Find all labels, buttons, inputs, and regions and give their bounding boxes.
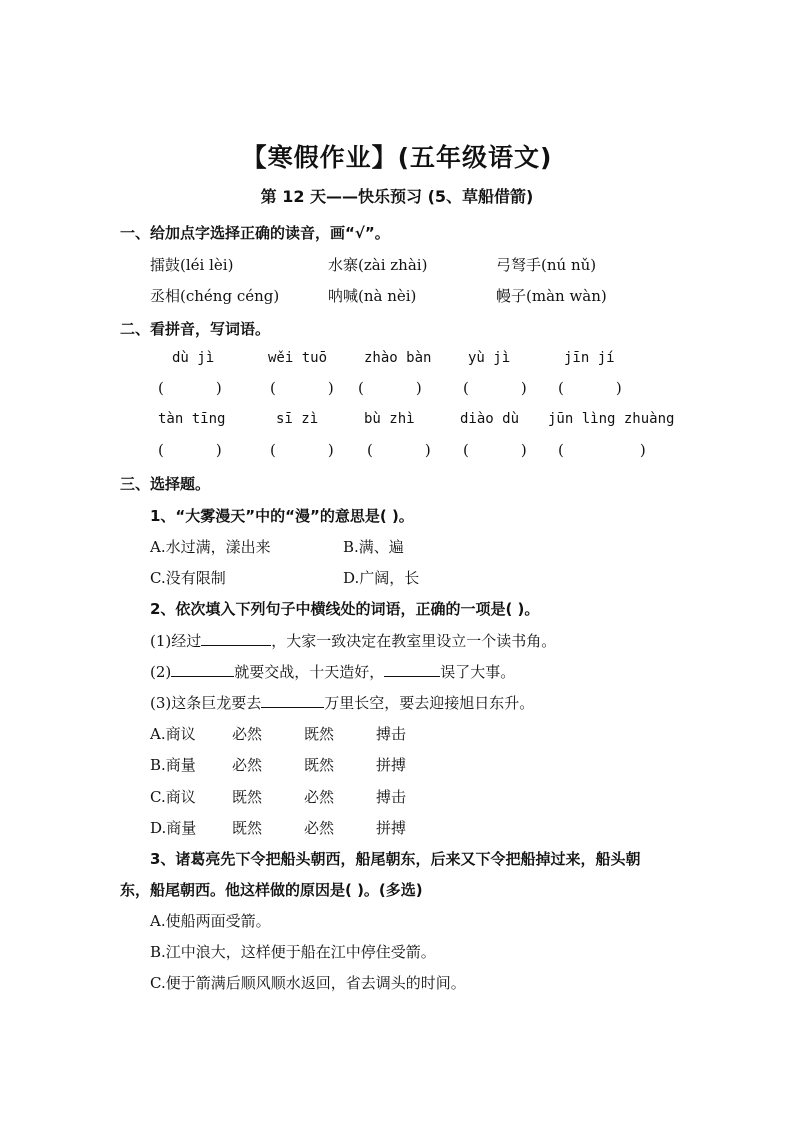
question-2-sentence-3: (3)这条巨龙要去 万里长空，要去迎接旭日东升。: [150, 694, 535, 712]
section-1-heading: 一、给加点字选择正确的读音，画“√”。: [120, 224, 390, 242]
question-2-option-c[interactable]: C.商议 既然 必然 搏击: [150, 788, 407, 806]
pinyin-prompt: dù jì: [172, 350, 215, 366]
fill-blank-line[interactable]: [171, 662, 234, 677]
answer-blank[interactable]: ( ): [158, 441, 222, 459]
answer-blank[interactable]: ( ): [270, 379, 334, 397]
section-2-heading: 二、看拼音，写词语。: [120, 320, 271, 338]
pinyin-prompt: wěi tuō: [268, 350, 328, 366]
pinyin-choice-item: 水寨(zài zhài): [328, 256, 428, 274]
pinyin-choice-item: 呐喊(nà nèi): [328, 287, 417, 305]
section-3-heading: 三、选择题。: [120, 475, 211, 493]
pinyin-prompt: tàn tīng: [158, 411, 226, 427]
answer-blank[interactable]: ( ): [158, 379, 222, 397]
question-1-option-d[interactable]: D.广阔，长: [343, 569, 420, 587]
answer-blank[interactable]: ( ): [558, 379, 622, 397]
answer-blank[interactable]: ( ): [463, 441, 527, 459]
question-2-sentence-1: (1)经过 ，大家一致决定在教室里设立一个读书角。: [150, 632, 557, 650]
question-3-option-c[interactable]: C.便于箭满后顺风顺水返回，省去调头的时间。: [150, 974, 466, 992]
question-2-stem: 2、依次填入下列句子中横线处的词语，正确的一项是( )。: [150, 600, 540, 618]
question-1-option-c[interactable]: C.没有限制: [150, 569, 226, 587]
question-2-sentence-2: (2) 就要交战，十天造好， 误了大事。: [150, 663, 516, 681]
pinyin-prompt: bù zhì: [364, 411, 415, 427]
question-2-option-a[interactable]: A.商议 必然 既然 搏击: [150, 725, 407, 743]
question-1-option-b[interactable]: B.满、遍: [343, 538, 404, 556]
answer-blank[interactable]: ( ): [463, 379, 527, 397]
pinyin-prompt: yù jì: [468, 350, 511, 366]
answer-blank[interactable]: ( ): [270, 441, 334, 459]
pinyin-choice-item: 丞相(chéng céng): [150, 287, 280, 305]
fill-blank-line[interactable]: [384, 662, 440, 677]
page-title: 【寒假作业】(五年级语文): [241, 143, 553, 172]
question-1-stem: 1、“大雾漫天”中的“漫”的意思是( )。: [150, 507, 414, 525]
question-2-option-b[interactable]: B.商量 必然 既然 拼搏: [150, 756, 407, 774]
answer-blank[interactable]: ( ): [367, 441, 431, 459]
question-2-option-d[interactable]: D.商量 既然 必然 拼搏: [150, 819, 407, 837]
pinyin-prompt: jūn lìng zhuàng: [548, 411, 675, 427]
pinyin-choice-item: 弓弩手(nú nǔ): [496, 256, 597, 274]
page-subtitle: 第 12 天——快乐预习 (5、草船借箭): [260, 187, 534, 206]
fill-blank-line[interactable]: [201, 631, 271, 646]
pinyin-prompt: diào dù: [460, 411, 520, 427]
question-1-option-a[interactable]: A.水过满，漾出来: [150, 538, 271, 556]
question-3-option-b[interactable]: B.江中浪大，这样便于船在江中停住受箭。: [150, 943, 436, 961]
question-3-stem-line-1: 3、诸葛亮先下令把船头朝西，船尾朝东，后来又下令把船掉过来，船头朝: [150, 850, 641, 868]
question-3-stem-line-2: 东，船尾朝西。他这样做的原因是( )。(多选): [120, 881, 423, 899]
answer-blank[interactable]: ( ): [358, 379, 422, 397]
pinyin-prompt: zhào bàn: [364, 350, 432, 366]
fill-blank-line[interactable]: [261, 693, 324, 708]
pinyin-choice-item: 幔子(màn wàn): [496, 287, 607, 305]
answer-blank[interactable]: ( ): [558, 441, 646, 459]
pinyin-prompt: sī zì: [276, 411, 319, 427]
pinyin-prompt: jīn jí: [564, 350, 615, 366]
question-3-option-a[interactable]: A.使船两面受箭。: [150, 912, 271, 930]
pinyin-choice-item: 擂鼓(léi lèi): [150, 256, 234, 274]
